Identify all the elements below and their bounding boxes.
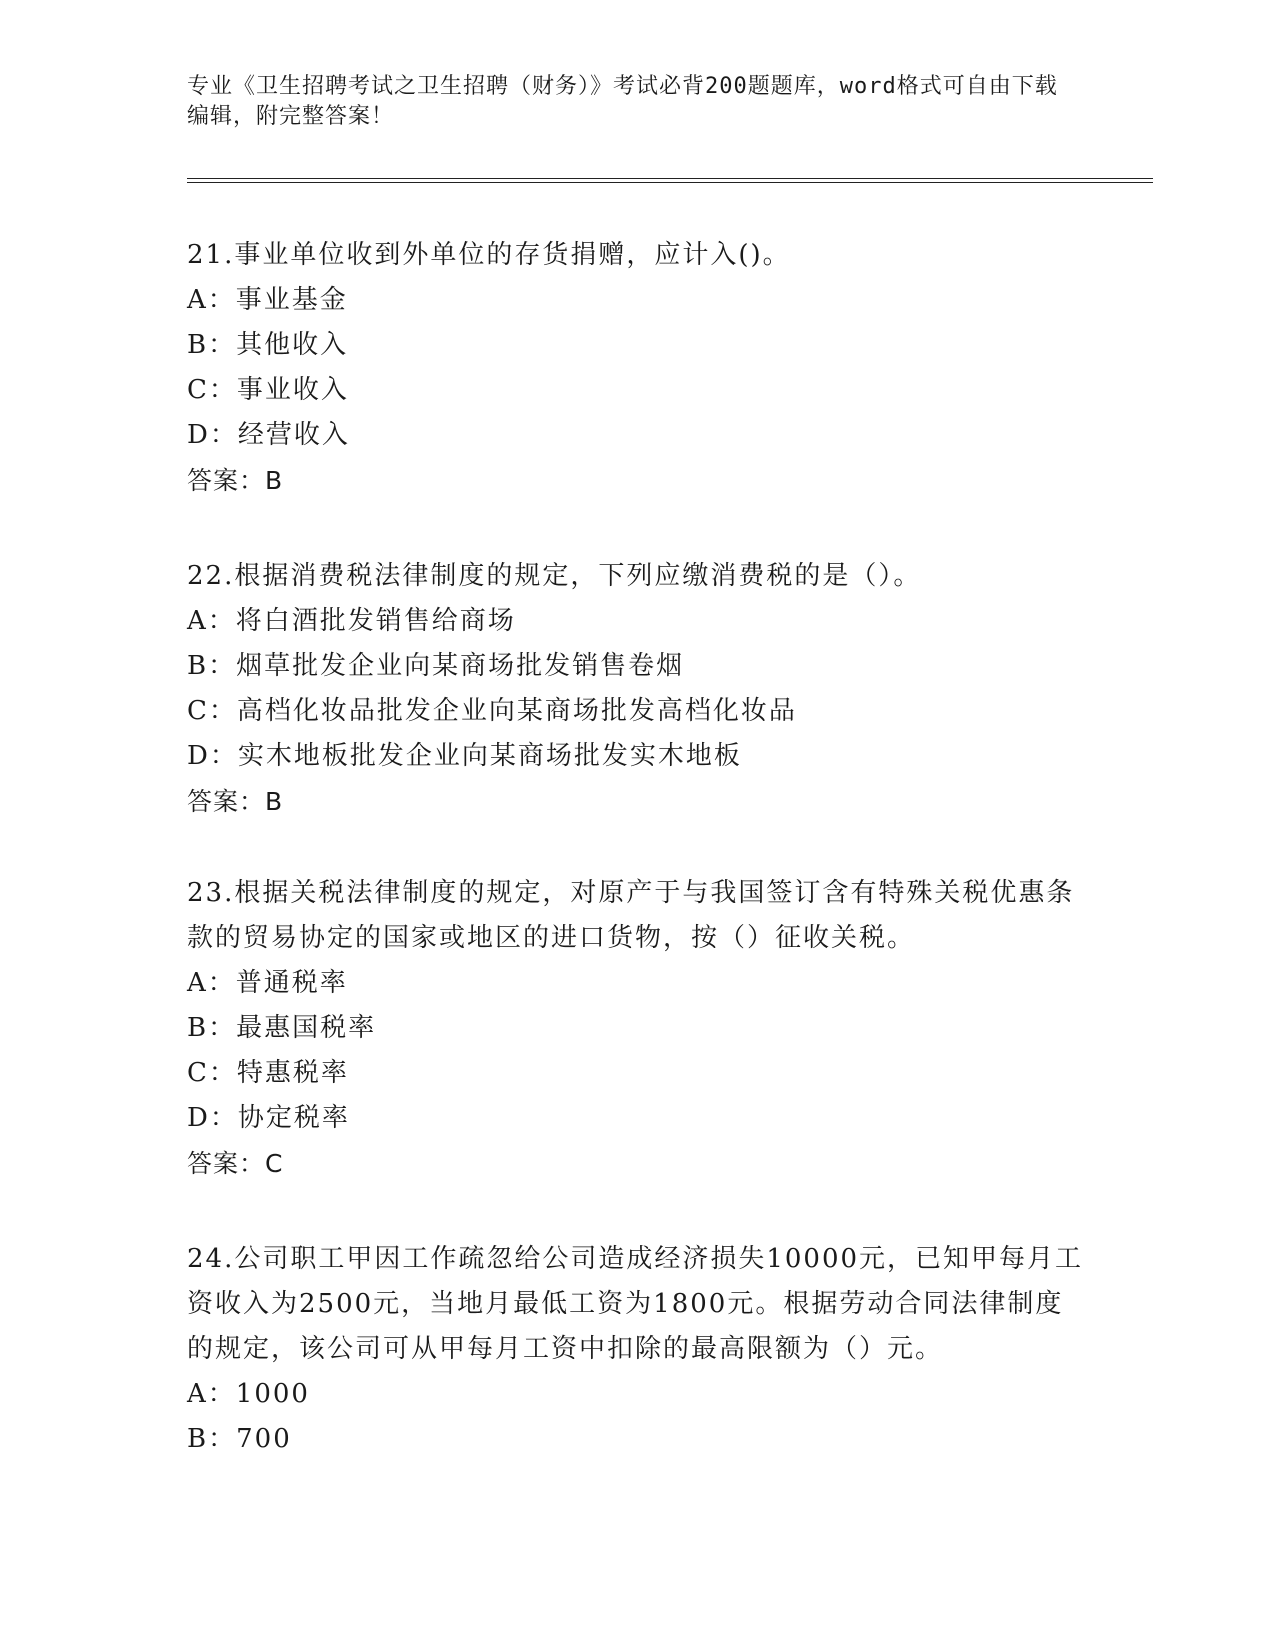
option-c: C：特惠税率: [187, 1058, 349, 1088]
option-b: B：烟草批发企业向某商场批发销售卷烟: [187, 651, 685, 681]
question-stem: 23.根据关税法律制度的规定，对原产于与我国签订含有特殊关税优惠条款的贸易协定的国家或地区的进口货物，按（）征收关税。: [187, 878, 1075, 953]
question-21: [187, 233, 1087, 503]
option-a: A：普通税率: [187, 968, 348, 998]
question-22: [187, 554, 1087, 824]
option-a: A：将白酒批发销售给商场: [187, 606, 516, 636]
option-c: C：高档化妆品批发企业向某商场批发高档化妆品: [187, 696, 797, 726]
question-stem: 24.公司职工甲因工作疏忽给公司造成经济损失10000元，已知甲每月工资收入为2500元，当地月最低工资为1800元。根据劳动合同法律制度的规定，该公司可从甲每月工资中扣除的最高限额为（）元。: [187, 1244, 1084, 1364]
option-d: D：协定税率: [187, 1103, 350, 1133]
option-b: B：最惠国税率: [187, 1013, 377, 1043]
question-24: [187, 1237, 1087, 1462]
question-23: [187, 871, 1087, 1186]
header-divider-bottom: [187, 182, 1153, 183]
option-a: A：事业基金: [187, 285, 348, 315]
document-header: 专业《卫生招聘考试之卫生招聘（财务）》考试必背200题题库，word格式可自由下载编辑，附完整答案！: [187, 74, 1058, 129]
option-a: A：1000: [187, 1379, 310, 1409]
answer-label: 答案：B: [187, 787, 284, 816]
option-b: B：700: [187, 1424, 292, 1454]
option-b: B：其他收入: [187, 330, 349, 360]
option-c: C：事业收入: [187, 375, 349, 405]
option-d: D：实木地板批发企业向某商场批发实木地板: [187, 741, 742, 771]
option-d: D：经营收入: [187, 420, 350, 450]
header-divider-top: [187, 178, 1153, 179]
answer-label: 答案：C: [187, 1149, 284, 1178]
question-stem: 22.根据消费税法律制度的规定，下列应缴消费税的是（）。: [187, 561, 922, 591]
question-stem: 21.事业单位收到外单位的存货捐赠，应计入()。: [187, 240, 791, 270]
answer-label: 答案：B: [187, 466, 284, 495]
